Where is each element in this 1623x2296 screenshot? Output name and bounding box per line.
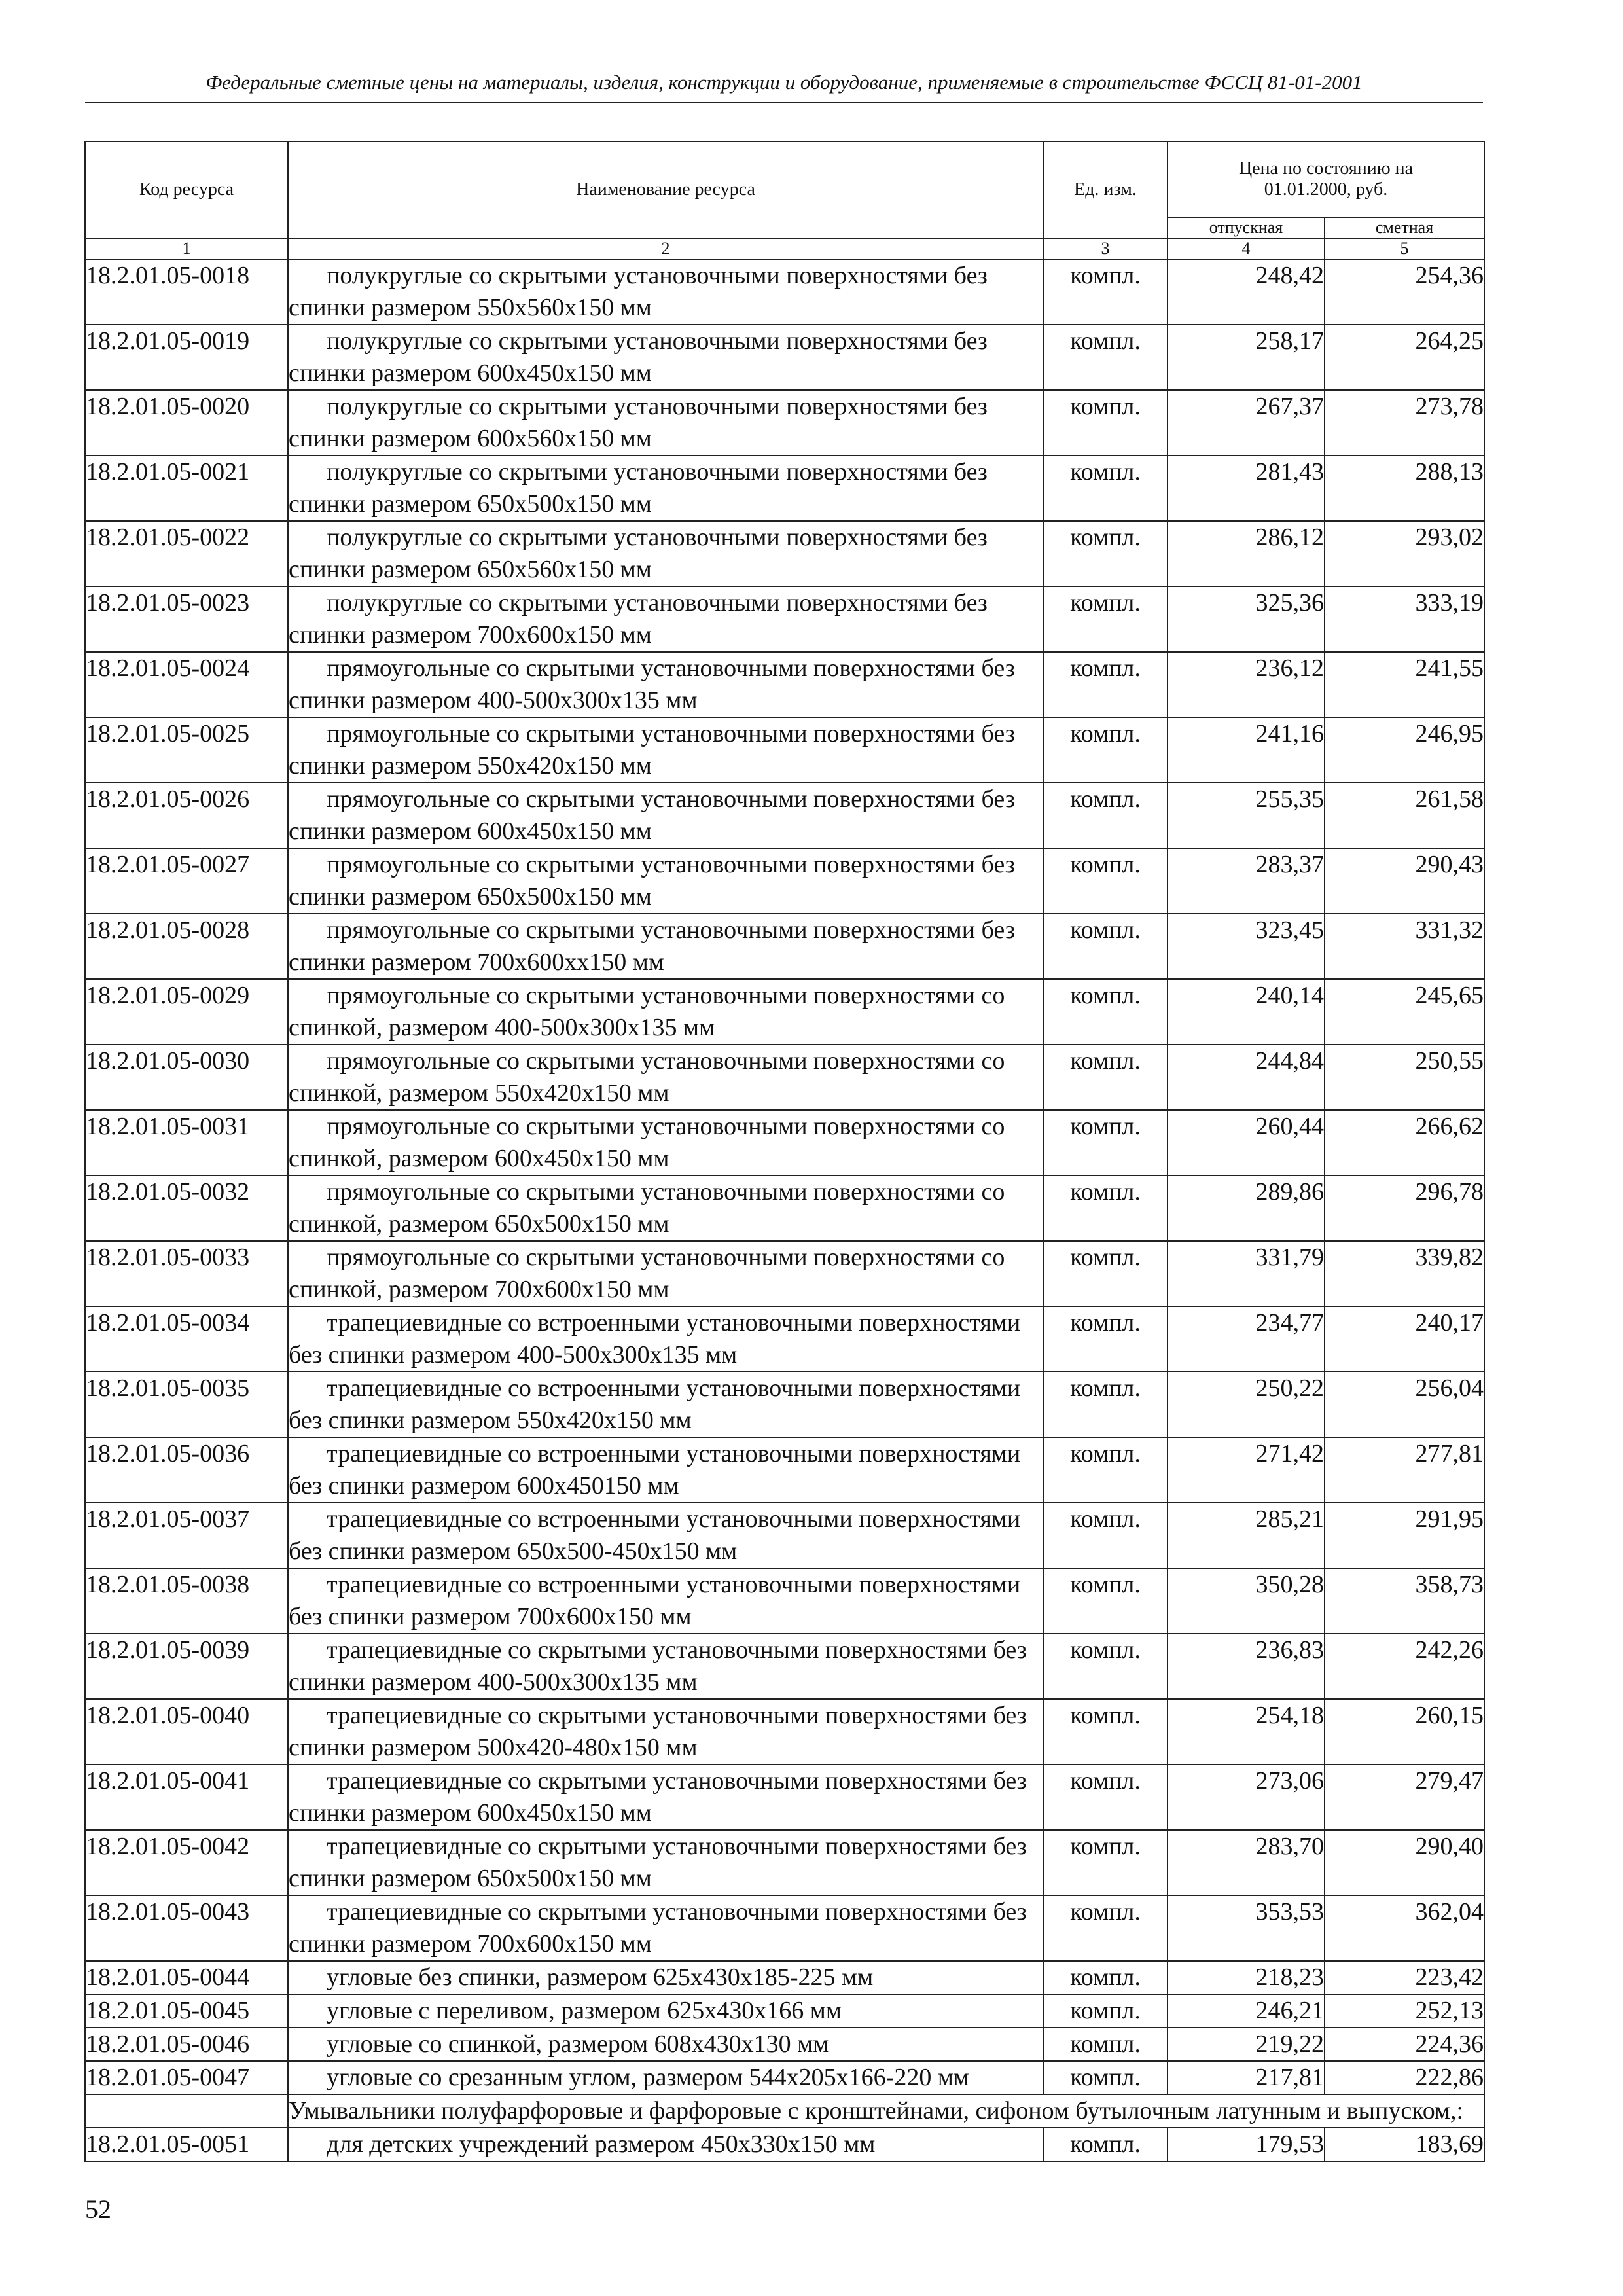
release-price: 236,83 (1168, 1634, 1325, 1699)
resource-name (288, 1175, 1043, 1241)
release-price: 240,14 (1168, 979, 1325, 1045)
resource-unit: компл. (1043, 1765, 1168, 1830)
estimate-price: 241,55 (1325, 652, 1484, 717)
estimate-price: 266,62 (1325, 1110, 1484, 1175)
resource-code: 18.2.01.05-0047 (85, 2061, 288, 2094)
table-row (85, 1765, 1484, 1830)
table-row (85, 390, 1484, 456)
estimate-price: 273,78 (1325, 390, 1484, 456)
resource-name-text: прямоугольные со скрытыми установочными поверхностями со спинкой, размером 550х420х150 мм (289, 1047, 1005, 1107)
resource-code: 18.2.01.05-0035 (85, 1372, 288, 1437)
release-price: 323,45 (1168, 914, 1325, 979)
estimate-price: 264,25 (1325, 325, 1484, 390)
group-title: Умывальники полуфарфоровые и фарфоровые с кронштейнами, сифоном бутылочным латунным и выпуском,: (288, 2094, 1484, 2128)
resource-code: 18.2.01.05-0025 (85, 717, 288, 783)
resource-code: 18.2.01.05-0033 (85, 1241, 288, 1306)
release-price: 286,12 (1168, 521, 1325, 586)
resource-code: 18.2.01.05-0030 (85, 1045, 288, 1110)
estimate-price: 250,55 (1325, 1045, 1484, 1110)
resource-unit: компл. (1043, 1634, 1168, 1699)
resource-unit: компл. (1043, 914, 1168, 979)
resource-name-text: прямоугольные со скрытыми установочными поверхностями со спинкой, размером 600х450х150 мм (289, 1113, 1005, 1172)
resource-unit: компл. (1043, 1895, 1168, 1961)
resource-name-text: прямоугольные со скрытыми установочными поверхностями со спинкой, размером 400-500х300х135 мм (289, 982, 1005, 1041)
resource-unit: компл. (1043, 586, 1168, 652)
resource-name-text: трапециевидные со скрытыми установочными поверхностями без спинки размером 700х600х150 мм (289, 1898, 1027, 1958)
resource-name (288, 456, 1043, 521)
resource-unit: компл. (1043, 1372, 1168, 1437)
header-unit: Ед. изм. (1043, 141, 1168, 238)
resource-code: 18.2.01.05-0019 (85, 325, 288, 390)
estimate-price: 223,42 (1325, 1961, 1484, 1994)
resource-name (288, 1045, 1043, 1110)
resource-code: 18.2.01.05-0021 (85, 456, 288, 521)
column-number: 5 (1325, 238, 1484, 259)
resource-code: 18.2.01.05-0022 (85, 521, 288, 586)
resource-name-text: прямоугольные со скрытыми установочными поверхностями со спинкой, размером 700х600х150 мм (289, 1244, 1005, 1303)
resource-name-text: трапециевидные со встроенными установочными поверхностями без спинки размером 650х500-450х150 мм (289, 1505, 1021, 1565)
resource-name-text: полукруглые со скрытыми установочными поверхностями без спинки размером 650х560х150 мм (289, 524, 988, 583)
resource-unit: компл. (1043, 1437, 1168, 1503)
resource-name-text: прямоугольные со скрытыми установочными поверхностями без спинки размером 600х450х150 мм (289, 785, 1015, 845)
resource-unit: компл. (1043, 1568, 1168, 1634)
resource-unit: компл. (1043, 259, 1168, 325)
resource-name-text: прямоугольные со скрытыми установочными поверхностями без спинки размером 550х420х150 мм (289, 720, 1015, 780)
resource-unit: компл. (1043, 783, 1168, 848)
table-row (85, 1241, 1484, 1306)
resource-name-text: трапециевидные со скрытыми установочными поверхностями без спинки размером 650х500х150 мм (289, 1833, 1027, 1892)
release-price: 353,53 (1168, 1895, 1325, 1961)
release-price: 250,22 (1168, 1372, 1325, 1437)
resource-unit: компл. (1043, 652, 1168, 717)
resource-name-text: трапециевидные со встроенными установочными поверхностями без спинки размером 700х600х150 мм (289, 1571, 1021, 1630)
resource-code: 18.2.01.05-0045 (85, 1994, 288, 2028)
table-row (85, 1568, 1484, 1634)
resource-code: 18.2.01.05-0043 (85, 1895, 288, 1961)
release-price: 219,22 (1168, 2028, 1325, 2061)
column-number: 2 (288, 238, 1043, 259)
table-row (85, 1634, 1484, 1699)
resource-name (288, 259, 1043, 325)
column-number: 4 (1168, 238, 1325, 259)
estimate-price: 339,82 (1325, 1241, 1484, 1306)
resource-name (288, 1994, 1043, 2028)
resource-name (288, 390, 1043, 456)
estimate-price: 183,69 (1325, 2128, 1484, 2161)
resource-name (288, 2028, 1043, 2061)
resource-name-text: угловые с переливом, размером 625х430х166 мм (327, 1997, 842, 2024)
resource-name-text: для детских учреждений размером 450х330х150 мм (327, 2130, 876, 2158)
resource-unit: компл. (1043, 1241, 1168, 1306)
table-row (85, 521, 1484, 586)
resource-name-text: полукруглые со скрытыми установочными поверхностями без спинки размером 550х560х150 мм (289, 262, 988, 321)
resource-name (288, 914, 1043, 979)
estimate-price: 279,47 (1325, 1765, 1484, 1830)
header-code: Код ресурса (85, 141, 288, 238)
price-table (84, 141, 1485, 2162)
resource-name-text: полукруглые со скрытыми установочными поверхностями без спинки размером 600х450х150 мм (289, 327, 988, 387)
resource-name-text: трапециевидные со скрытыми установочными поверхностями без спинки размером 400-500х300х135 мм (289, 1636, 1027, 1696)
resource-name-text: трапециевидные со встроенными установочными поверхностями без спинки размером 600х450150 мм (289, 1440, 1021, 1499)
resource-unit: компл. (1043, 325, 1168, 390)
resource-code: 18.2.01.05-0024 (85, 652, 288, 717)
table-row (85, 717, 1484, 783)
table-row (85, 848, 1484, 914)
resource-unit: компл. (1043, 1503, 1168, 1568)
table-row (85, 259, 1484, 325)
table-row (85, 2028, 1484, 2061)
release-price: 350,28 (1168, 1568, 1325, 1634)
resource-unit: компл. (1043, 1175, 1168, 1241)
header-price: Цена по состоянию на 01.01.2000, руб. (1168, 141, 1484, 217)
column-number: 1 (85, 238, 288, 259)
release-price: 285,21 (1168, 1503, 1325, 1568)
release-price: 331,79 (1168, 1241, 1325, 1306)
running-header: Федеральные сметные цены на материалы, изделия, конструкции и оборудование, применяемые в строительстве ФССЦ 81-01-2001 (205, 71, 1363, 94)
page-number: 52 (85, 2195, 111, 2224)
resource-code: 18.2.01.05-0018 (85, 259, 288, 325)
resource-code: 18.2.01.05-0031 (85, 1110, 288, 1175)
resource-unit: компл. (1043, 1994, 1168, 2028)
table-row (85, 2128, 1484, 2161)
group-row (85, 2094, 1484, 2128)
release-price: 241,16 (1168, 717, 1325, 783)
resource-name-text: трапециевидные со встроенными установочными поверхностями без спинки размером 550х420х150 мм (289, 1374, 1021, 1434)
estimate-price: 293,02 (1325, 521, 1484, 586)
resource-name (288, 1895, 1043, 1961)
release-price: 179,53 (1168, 2128, 1325, 2161)
resource-name-text: полукруглые со скрытыми установочными поверхностями без спинки размером 650х500х150 мм (289, 458, 988, 518)
resource-name (288, 1634, 1043, 1699)
estimate-price: 246,95 (1325, 717, 1484, 783)
table-row (85, 1306, 1484, 1372)
resource-unit: компл. (1043, 1830, 1168, 1895)
header-name: Наименование ресурса (288, 141, 1043, 238)
resource-name (288, 1306, 1043, 1372)
table-row (85, 1830, 1484, 1895)
release-price: 217,81 (1168, 2061, 1325, 2094)
resource-name (288, 521, 1043, 586)
estimate-price: 252,13 (1325, 1994, 1484, 2028)
header-estimate-price: сметная (1325, 217, 1484, 238)
release-price: 260,44 (1168, 1110, 1325, 1175)
group-code-cell (85, 2094, 288, 2128)
estimate-price: 296,78 (1325, 1175, 1484, 1241)
resource-name-text: полукруглые со скрытыми установочными поверхностями без спинки размером 700х600х150 мм (289, 589, 988, 649)
resource-name-text: угловые со срезанным углом, размером 544х205х166-220 мм (327, 2064, 969, 2091)
resource-unit: компл. (1043, 1045, 1168, 1110)
estimate-price: 288,13 (1325, 456, 1484, 521)
resource-name (288, 979, 1043, 1045)
table-row (85, 586, 1484, 652)
resource-name (288, 2061, 1043, 2094)
resource-name (288, 1437, 1043, 1503)
release-price: 283,70 (1168, 1830, 1325, 1895)
resource-name (288, 783, 1043, 848)
table-row (85, 1045, 1484, 1110)
table-row (85, 1994, 1484, 2028)
resource-code: 18.2.01.05-0051 (85, 2128, 288, 2161)
table-row (85, 783, 1484, 848)
resource-unit: компл. (1043, 2061, 1168, 2094)
resource-name (288, 1110, 1043, 1175)
release-price: 244,84 (1168, 1045, 1325, 1110)
resource-unit: компл. (1043, 521, 1168, 586)
release-price: 254,18 (1168, 1699, 1325, 1765)
resource-name-text: трапециевидные со встроенными установочными поверхностями без спинки размером 400-500х300х135 мм (289, 1309, 1021, 1369)
resource-name (288, 848, 1043, 914)
resource-code: 18.2.01.05-0041 (85, 1765, 288, 1830)
estimate-price: 256,04 (1325, 1372, 1484, 1437)
release-price: 236,12 (1168, 652, 1325, 717)
release-price: 258,17 (1168, 325, 1325, 390)
resource-unit: компл. (1043, 2128, 1168, 2161)
release-price: 234,77 (1168, 1306, 1325, 1372)
resource-name (288, 1765, 1043, 1830)
estimate-price: 290,43 (1325, 848, 1484, 914)
resource-unit: компл. (1043, 717, 1168, 783)
table-row (85, 652, 1484, 717)
resource-unit: компл. (1043, 1306, 1168, 1372)
resource-name-text: прямоугольные со скрытыми установочными поверхностями без спинки размером 700х600хх150 мм (289, 916, 1015, 976)
resource-unit: компл. (1043, 456, 1168, 521)
resource-code: 18.2.01.05-0026 (85, 783, 288, 848)
resource-code: 18.2.01.05-0036 (85, 1437, 288, 1503)
release-price: 325,36 (1168, 586, 1325, 652)
table-row (85, 1699, 1484, 1765)
resource-unit: компл. (1043, 2028, 1168, 2061)
resource-code: 18.2.01.05-0039 (85, 1634, 288, 1699)
resource-code: 18.2.01.05-0032 (85, 1175, 288, 1241)
resource-name-text: прямоугольные со скрытыми установочными поверхностями со спинкой, размером 650х500х150 мм (289, 1178, 1005, 1238)
resource-name (288, 1372, 1043, 1437)
column-number: 3 (1043, 238, 1168, 259)
resource-name (288, 1699, 1043, 1765)
estimate-price: 224,36 (1325, 2028, 1484, 2061)
resource-code: 18.2.01.05-0034 (85, 1306, 288, 1372)
resource-name-text: трапециевидные со скрытыми установочными поверхностями без спинки размером 600х450х150 мм (289, 1767, 1027, 1827)
resource-code: 18.2.01.05-0023 (85, 586, 288, 652)
estimate-price: 290,40 (1325, 1830, 1484, 1895)
resource-unit: компл. (1043, 848, 1168, 914)
resource-name (288, 2128, 1043, 2161)
table-row (85, 1895, 1484, 1961)
table-row (85, 2061, 1484, 2094)
estimate-price: 333,19 (1325, 586, 1484, 652)
header-rule (85, 102, 1483, 103)
resource-code: 18.2.01.05-0046 (85, 2028, 288, 2061)
resource-code: 18.2.01.05-0037 (85, 1503, 288, 1568)
estimate-price: 277,81 (1325, 1437, 1484, 1503)
table-row (85, 1372, 1484, 1437)
table-row (85, 914, 1484, 979)
resource-name-text: угловые со спинкой, размером 608х430х130 мм (327, 2030, 829, 2058)
release-price: 271,42 (1168, 1437, 1325, 1503)
resource-unit: компл. (1043, 1110, 1168, 1175)
resource-code: 18.2.01.05-0042 (85, 1830, 288, 1895)
estimate-price: 358,73 (1325, 1568, 1484, 1634)
table-row (85, 1110, 1484, 1175)
resource-name-text: прямоугольные со скрытыми установочными поверхностями без спинки размером 400-500х300х135 мм (289, 655, 1015, 714)
release-price: 281,43 (1168, 456, 1325, 521)
resource-unit: компл. (1043, 1961, 1168, 1994)
estimate-price: 222,86 (1325, 2061, 1484, 2094)
estimate-price: 362,04 (1325, 1895, 1484, 1961)
resource-name (288, 1503, 1043, 1568)
resource-name (288, 325, 1043, 390)
resource-code: 18.2.01.05-0029 (85, 979, 288, 1045)
resource-code: 18.2.01.05-0020 (85, 390, 288, 456)
table-row (85, 1961, 1484, 1994)
resource-name (288, 1241, 1043, 1306)
resource-name-text: трапециевидные со скрытыми установочными поверхностями без спинки размером 500х420-480х150 мм (289, 1702, 1027, 1761)
table-body (85, 259, 1484, 2094)
table-row (85, 1503, 1484, 1568)
estimate-price: 240,17 (1325, 1306, 1484, 1372)
resource-name-text: угловые без спинки, размером 625х430х185-225 мм (327, 1964, 874, 1991)
estimate-price: 331,32 (1325, 914, 1484, 979)
header-release-price: отпускная (1168, 217, 1325, 238)
estimate-price: 245,65 (1325, 979, 1484, 1045)
resource-unit: компл. (1043, 979, 1168, 1045)
resource-name-text: прямоугольные со скрытыми установочными поверхностями без спинки размером 650х500х150 мм (289, 851, 1015, 910)
release-price: 218,23 (1168, 1961, 1325, 1994)
release-price: 255,35 (1168, 783, 1325, 848)
resource-name (288, 1568, 1043, 1634)
resource-name (288, 717, 1043, 783)
estimate-price: 261,58 (1325, 783, 1484, 848)
resource-name (288, 1830, 1043, 1895)
resource-name (288, 652, 1043, 717)
table-row (85, 979, 1484, 1045)
table-row (85, 456, 1484, 521)
resource-name (288, 586, 1043, 652)
estimate-price: 242,26 (1325, 1634, 1484, 1699)
resource-name-text: полукруглые со скрытыми установочными поверхностями без спинки размером 600х560х150 мм (289, 393, 988, 452)
table-row (85, 1175, 1484, 1241)
resource-unit: компл. (1043, 390, 1168, 456)
release-price: 248,42 (1168, 259, 1325, 325)
release-price: 267,37 (1168, 390, 1325, 456)
release-price: 289,86 (1168, 1175, 1325, 1241)
resource-code: 18.2.01.05-0044 (85, 1961, 288, 1994)
table-row (85, 1437, 1484, 1503)
release-price: 246,21 (1168, 1994, 1325, 2028)
estimate-price: 254,36 (1325, 259, 1484, 325)
resource-unit: компл. (1043, 1699, 1168, 1765)
resource-code: 18.2.01.05-0038 (85, 1568, 288, 1634)
release-price: 283,37 (1168, 848, 1325, 914)
resource-code: 18.2.01.05-0027 (85, 848, 288, 914)
resource-code: 18.2.01.05-0028 (85, 914, 288, 979)
release-price: 273,06 (1168, 1765, 1325, 1830)
table-row (85, 325, 1484, 390)
resource-name (288, 1961, 1043, 1994)
resource-code: 18.2.01.05-0040 (85, 1699, 288, 1765)
estimate-price: 260,15 (1325, 1699, 1484, 1765)
estimate-price: 291,95 (1325, 1503, 1484, 1568)
